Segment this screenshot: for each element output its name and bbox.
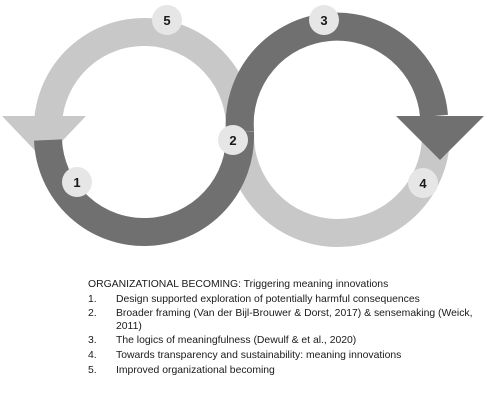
step-text: Improved organizational becoming: [116, 364, 275, 376]
svg-text:3: 3: [320, 13, 328, 28]
marker-4: [408, 168, 438, 198]
list-item: [88, 335, 493, 348]
step-number: 2.: [88, 308, 97, 320]
marker-3: [309, 5, 339, 35]
list-item: [88, 294, 493, 307]
step-text: Broader framing (Van der Bijl-Brouwer & Dorst, 2017) & sensemaking (Weick, 2011): [116, 308, 473, 332]
list-item: [88, 365, 493, 378]
caption: [88, 279, 493, 379]
caption-title: ORGANIZATIONAL BECOMING: Triggering meaning innovations: [88, 279, 389, 290]
right-arrowhead: [396, 116, 484, 160]
marker-5: [152, 5, 182, 35]
step-text: Towards transparency and sustainability: meaning innovations: [116, 349, 402, 361]
list-item: [88, 308, 493, 333]
step-number: 4.: [88, 349, 97, 361]
marker-1: [62, 167, 92, 197]
step-text: The logics of meaningfulness (Dewulf & et al., 2020): [116, 335, 357, 347]
step-number: 5.: [88, 364, 97, 376]
list-item: [88, 350, 493, 363]
svg-text:4: 4: [419, 176, 427, 191]
steps-list: [88, 294, 493, 378]
right-lower-arc: [240, 132, 436, 233]
step-text: Design supported exploration of potentially harmful consequences: [116, 293, 420, 305]
svg-text:5: 5: [163, 13, 171, 28]
svg-text:1: 1: [73, 175, 81, 190]
right-upper-arc: [240, 27, 484, 160]
step-number: 1.: [88, 293, 97, 305]
step-number: 3.: [88, 335, 97, 347]
svg-text:2: 2: [229, 133, 237, 148]
marker-2: [218, 125, 248, 155]
